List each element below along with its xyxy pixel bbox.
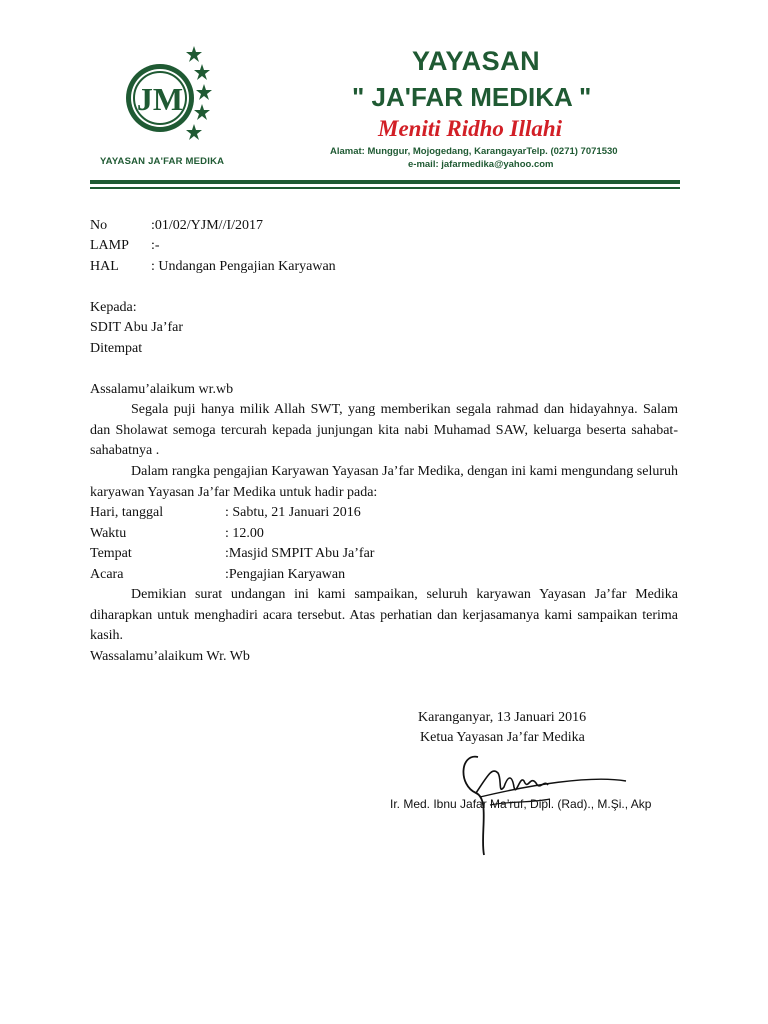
org-email: e-mail: jafarmedika@yahoo.com — [408, 159, 554, 170]
signer-position: Ketua Yayasan Ja’far Medika — [420, 730, 585, 745]
attachment-value: :- — [151, 238, 160, 253]
detail-date-label: Hari, tanggal — [90, 505, 164, 520]
letter-number-value: :01/02/YJM//I/2017 — [151, 218, 264, 233]
org-motto: Meniti Ridho Illahi — [378, 116, 563, 141]
logo-monogram: JM — [136, 81, 184, 117]
closing-salutation: Wassalamu’alaikum Wr. Wb — [90, 649, 250, 664]
recipient-location: Ditempat — [90, 341, 143, 356]
place-date: Karanganyar, 13 Januari 2016 — [418, 710, 587, 725]
paragraph-opening: Segala puji hanya milik Allah SWT, yang memberikan segala rahmad dan hidayahnya. Salam dan Sholawat semoga tercurah kepada junjungan kita nabi Muhamad SAW, keluarga beserta sahabat-sahabatnya . — [90, 402, 678, 458]
detail-time-value: : 12.00 — [225, 526, 264, 541]
detail-event-label: Acara — [90, 567, 124, 582]
org-address: Alamat: Munggur, Mojogedang, KarangayarTelp. (0271) 7071530 — [330, 146, 618, 157]
header-divider-thin — [90, 187, 680, 189]
signer-name: Ir. Med. Ibnu Jafar Ma’ruf, Dipl. (Rad)., M.Şi., Akp — [390, 797, 652, 811]
detail-date-value: : Sabtu, 21 Januari 2016 — [225, 505, 361, 520]
subject-label: HAL — [90, 259, 119, 274]
letter-number-label: No — [90, 218, 108, 233]
header-divider-thick — [90, 180, 680, 184]
org-title-line1: YAYASAN — [412, 46, 541, 76]
detail-event-value: :Pengajian Karyawan — [225, 567, 346, 582]
paragraph-closing: Demikian surat undangan ini kami sampaikan, seluruh karyawan Yayasan Ja’far Medika diharapkan untuk menghadiri acara tersebut. Atas perhatian dan kerjasamanya kami sampaikan terima kasih. — [90, 587, 678, 643]
attachment-label: LAMP — [90, 238, 129, 253]
detail-place-label: Tempat — [90, 546, 132, 561]
detail-place-value: :Masjid SMPIT Abu Ja’far — [225, 546, 375, 561]
subject-value: : Undangan Pengajian Karyawan — [151, 259, 336, 274]
greeting: Assalamu’alaikum wr.wb — [90, 382, 234, 397]
letterhead — [90, 40, 684, 192]
foundation-logo — [90, 40, 220, 158]
org-title-line2: " JA'FAR MEDIKA " — [352, 82, 592, 112]
recipient-name: SDIT Abu Ja’far — [90, 320, 184, 335]
logo-caption: YAYASAN JA'FAR MEDIKA — [100, 156, 225, 167]
recipient-heading: Kepada: — [90, 300, 137, 315]
paragraph-invitation: Dalam rangka pengajian Karyawan Yayasan Ja’far Medika, dengan ini kami mengundang seluruh karyawan Yayasan Ja’far Medika untuk hadir pada: — [90, 464, 678, 500]
detail-time-label: Waktu — [90, 526, 127, 541]
signature-area — [380, 745, 690, 865]
